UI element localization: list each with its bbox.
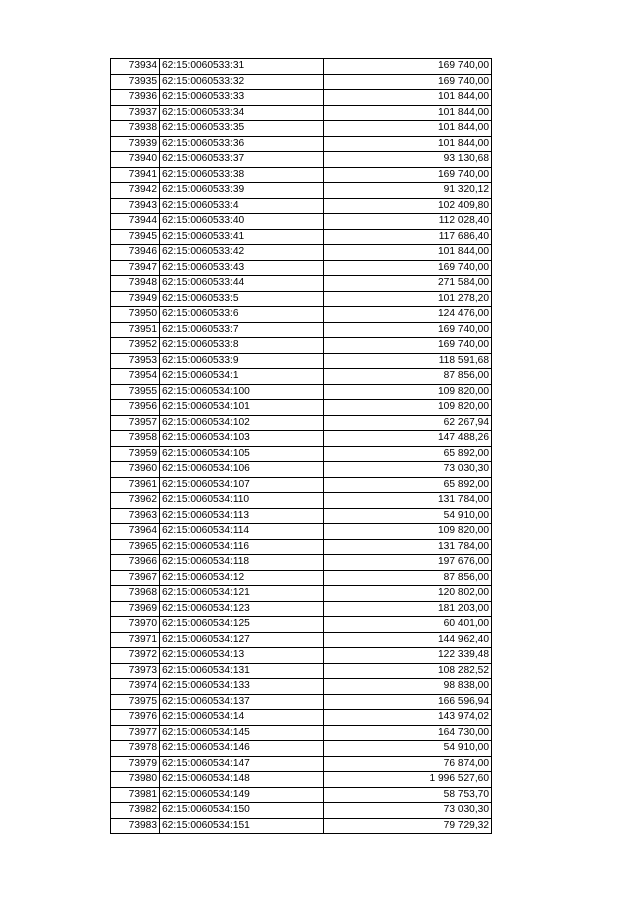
cadastral-number: 62:15:0060533:37: [160, 152, 324, 168]
row-number: 73979: [111, 756, 160, 772]
row-number: 73935: [111, 74, 160, 90]
cadastral-value: 120 802,00: [324, 586, 492, 602]
table-row: [111, 632, 492, 648]
row-number: 73968: [111, 586, 160, 602]
cadastral-value: 1 996 527,60: [324, 772, 492, 788]
table-row: [111, 524, 492, 540]
cadastral-number: 62:15:0060533:35: [160, 121, 324, 137]
table-row: [111, 477, 492, 493]
table-row: [111, 741, 492, 757]
cadastral-value: 54 910,00: [324, 741, 492, 757]
table-row: [111, 803, 492, 819]
cadastral-number: 62:15:0060533:42: [160, 245, 324, 261]
cadastral-value: 169 740,00: [324, 338, 492, 354]
cadastral-value: 147 488,26: [324, 431, 492, 447]
cadastral-number: 62:15:0060534:14: [160, 710, 324, 726]
cadastral-value: 87 856,00: [324, 570, 492, 586]
row-number: 73946: [111, 245, 160, 261]
cadastral-value: 108 282,52: [324, 663, 492, 679]
row-number: 73976: [111, 710, 160, 726]
cadastral-value: 101 844,00: [324, 121, 492, 137]
table-row: [111, 756, 492, 772]
cadastral-number: 62:15:0060533:4: [160, 198, 324, 214]
cadastral-number: 62:15:0060534:106: [160, 462, 324, 478]
cadastral-number: 62:15:0060534:100: [160, 384, 324, 400]
cadastral-number: 62:15:0060534:121: [160, 586, 324, 602]
row-number: 73939: [111, 136, 160, 152]
cadastral-value: 118 591,68: [324, 353, 492, 369]
cadastral-value: 65 892,00: [324, 446, 492, 462]
row-number: 73972: [111, 648, 160, 664]
cadastral-value: 109 820,00: [324, 400, 492, 416]
row-number: 73955: [111, 384, 160, 400]
cadastral-number: 62:15:0060534:118: [160, 555, 324, 571]
row-number: 73953: [111, 353, 160, 369]
table-row: [111, 648, 492, 664]
table-row: [111, 353, 492, 369]
row-number: 73940: [111, 152, 160, 168]
table-row: [111, 710, 492, 726]
cadastral-number: 62:15:0060533:38: [160, 167, 324, 183]
cadastral-number: 62:15:0060534:102: [160, 415, 324, 431]
cadastral-value: 271 584,00: [324, 276, 492, 292]
row-number: 73950: [111, 307, 160, 323]
cadastral-number: 62:15:0060533:6: [160, 307, 324, 323]
row-number: 73965: [111, 539, 160, 555]
cadastral-number: 62:15:0060533:7: [160, 322, 324, 338]
cadastral-number: 62:15:0060534:125: [160, 617, 324, 633]
cadastral-number: 62:15:0060534:13: [160, 648, 324, 664]
row-number: 73975: [111, 694, 160, 710]
row-number: 73970: [111, 617, 160, 633]
cadastral-value: 54 910,00: [324, 508, 492, 524]
row-number: 73964: [111, 524, 160, 540]
row-number: 73973: [111, 663, 160, 679]
table-row: [111, 617, 492, 633]
cadastral-number: 62:15:0060534:114: [160, 524, 324, 540]
table-row: [111, 725, 492, 741]
cadastral-value: 76 874,00: [324, 756, 492, 772]
row-number: 73967: [111, 570, 160, 586]
cadastral-value: 98 838,00: [324, 679, 492, 695]
row-number: 73978: [111, 741, 160, 757]
table-row: [111, 245, 492, 261]
cadastral-value: 144 962,40: [324, 632, 492, 648]
table-row: [111, 431, 492, 447]
table-row: [111, 307, 492, 323]
table-row: [111, 229, 492, 245]
cadastral-number: 62:15:0060534:146: [160, 741, 324, 757]
table-row: [111, 694, 492, 710]
cadastral-number: 62:15:0060533:40: [160, 214, 324, 230]
row-number: 73945: [111, 229, 160, 245]
cadastral-number: 62:15:0060534:127: [160, 632, 324, 648]
table-row: [111, 787, 492, 803]
table-row: [111, 601, 492, 617]
cadastral-number: 62:15:0060533:32: [160, 74, 324, 90]
row-number: 73981: [111, 787, 160, 803]
cadastral-number: 62:15:0060534:101: [160, 400, 324, 416]
row-number: 73947: [111, 260, 160, 276]
cadastral-number: 62:15:0060534:123: [160, 601, 324, 617]
cadastral-value: 73 030,30: [324, 803, 492, 819]
row-number: 73971: [111, 632, 160, 648]
cadastral-number: 62:15:0060534:137: [160, 694, 324, 710]
row-number: 73956: [111, 400, 160, 416]
cadastral-number: 62:15:0060534:149: [160, 787, 324, 803]
cadastral-value: 91 320,12: [324, 183, 492, 199]
cadastral-value: 60 401,00: [324, 617, 492, 633]
table-row: [111, 772, 492, 788]
table-row: [111, 586, 492, 602]
cadastral-number: 62:15:0060534:110: [160, 493, 324, 509]
row-number: 73980: [111, 772, 160, 788]
cadastral-value: 169 740,00: [324, 322, 492, 338]
row-number: 73974: [111, 679, 160, 695]
cadastral-number: 62:15:0060533:5: [160, 291, 324, 307]
table-row: [111, 183, 492, 199]
row-number: 73969: [111, 601, 160, 617]
table-row: [111, 105, 492, 121]
table-row: [111, 369, 492, 385]
cadastral-value: 169 740,00: [324, 74, 492, 90]
cadastral-number: 62:15:0060533:31: [160, 59, 324, 75]
cadastral-value: 93 130,68: [324, 152, 492, 168]
table-row: [111, 462, 492, 478]
table-row: [111, 663, 492, 679]
table-row: [111, 167, 492, 183]
cadastral-value: 101 844,00: [324, 136, 492, 152]
row-number: 73977: [111, 725, 160, 741]
row-number: 73944: [111, 214, 160, 230]
cadastral-number: 62:15:0060534:116: [160, 539, 324, 555]
cadastral-value: 197 676,00: [324, 555, 492, 571]
table-row: [111, 90, 492, 106]
cadastral-value: 122 339,48: [324, 648, 492, 664]
table-row: [111, 539, 492, 555]
cadastral-value: 79 729,32: [324, 818, 492, 834]
table-body: [111, 59, 492, 834]
cadastral-number: 62:15:0060534:147: [160, 756, 324, 772]
row-number: 73963: [111, 508, 160, 524]
cadastral-number: 62:15:0060534:133: [160, 679, 324, 695]
row-number: 73943: [111, 198, 160, 214]
cadastral-number: 62:15:0060534:151: [160, 818, 324, 834]
cadastral-value: 131 784,00: [324, 493, 492, 509]
cadastral-value: 101 278,20: [324, 291, 492, 307]
cadastral-value: 87 856,00: [324, 369, 492, 385]
row-number: 73937: [111, 105, 160, 121]
cadastral-value: 169 740,00: [324, 260, 492, 276]
cadastral-value: 112 028,40: [324, 214, 492, 230]
cadastral-number: 62:15:0060534:150: [160, 803, 324, 819]
cadastral-value: 65 892,00: [324, 477, 492, 493]
row-number: 73954: [111, 369, 160, 385]
cadastral-number: 62:15:0060533:8: [160, 338, 324, 354]
table-row: [111, 260, 492, 276]
cadastral-number: 62:15:0060534:113: [160, 508, 324, 524]
row-number: 73966: [111, 555, 160, 571]
cadastral-value: 102 409,80: [324, 198, 492, 214]
table-row: [111, 679, 492, 695]
row-number: 73934: [111, 59, 160, 75]
row-number: 73961: [111, 477, 160, 493]
cadastral-value-table: [110, 58, 492, 834]
table-row: [111, 121, 492, 137]
table-row: [111, 415, 492, 431]
row-number: 73936: [111, 90, 160, 106]
cadastral-value: 58 753,70: [324, 787, 492, 803]
row-number: 73982: [111, 803, 160, 819]
cadastral-value: 109 820,00: [324, 384, 492, 400]
cadastral-number: 62:15:0060534:105: [160, 446, 324, 462]
cadastral-number: 62:15:0060533:34: [160, 105, 324, 121]
row-number: 73959: [111, 446, 160, 462]
row-number: 73948: [111, 276, 160, 292]
table-row: [111, 555, 492, 571]
cadastral-number: 62:15:0060534:103: [160, 431, 324, 447]
table-row: [111, 322, 492, 338]
cadastral-number: 62:15:0060534:148: [160, 772, 324, 788]
row-number: 73941: [111, 167, 160, 183]
table-row: [111, 152, 492, 168]
row-number: 73952: [111, 338, 160, 354]
cadastral-value: 143 974,02: [324, 710, 492, 726]
cadastral-value: 109 820,00: [324, 524, 492, 540]
row-number: 73949: [111, 291, 160, 307]
cadastral-number: 62:15:0060534:145: [160, 725, 324, 741]
row-number: 73942: [111, 183, 160, 199]
cadastral-value: 164 730,00: [324, 725, 492, 741]
row-number: 73983: [111, 818, 160, 834]
cadastral-value: 181 203,00: [324, 601, 492, 617]
cadastral-number: 62:15:0060534:107: [160, 477, 324, 493]
row-number: 73957: [111, 415, 160, 431]
table-row: [111, 214, 492, 230]
table-row: [111, 818, 492, 834]
cadastral-value: 124 476,00: [324, 307, 492, 323]
cadastral-value: 117 686,40: [324, 229, 492, 245]
cadastral-number: 62:15:0060534:12: [160, 570, 324, 586]
cadastral-number: 62:15:0060534:1: [160, 369, 324, 385]
table-row: [111, 493, 492, 509]
cadastral-value: 101 844,00: [324, 245, 492, 261]
table-row: [111, 400, 492, 416]
cadastral-number: 62:15:0060534:131: [160, 663, 324, 679]
table-row: [111, 384, 492, 400]
cadastral-value: 101 844,00: [324, 90, 492, 106]
cadastral-value: 131 784,00: [324, 539, 492, 555]
row-number: 73938: [111, 121, 160, 137]
table-row: [111, 136, 492, 152]
table-row: [111, 570, 492, 586]
table-row: [111, 59, 492, 75]
cadastral-value: 101 844,00: [324, 105, 492, 121]
cadastral-number: 62:15:0060533:9: [160, 353, 324, 369]
cadastral-number: 62:15:0060533:36: [160, 136, 324, 152]
cadastral-value: 169 740,00: [324, 167, 492, 183]
cadastral-number: 62:15:0060533:33: [160, 90, 324, 106]
cadastral-number: 62:15:0060533:41: [160, 229, 324, 245]
row-number: 73951: [111, 322, 160, 338]
cadastral-number: 62:15:0060533:44: [160, 276, 324, 292]
table-row: [111, 291, 492, 307]
row-number: 73962: [111, 493, 160, 509]
cadastral-number: 62:15:0060533:43: [160, 260, 324, 276]
row-number: 73960: [111, 462, 160, 478]
table-row: [111, 508, 492, 524]
row-number: 73958: [111, 431, 160, 447]
table-row: [111, 198, 492, 214]
table-row: [111, 446, 492, 462]
cadastral-value: 73 030,30: [324, 462, 492, 478]
table-row: [111, 74, 492, 90]
cadastral-value: 62 267,94: [324, 415, 492, 431]
table-row: [111, 338, 492, 354]
table-row: [111, 276, 492, 292]
cadastral-value: 169 740,00: [324, 59, 492, 75]
cadastral-value: 166 596,94: [324, 694, 492, 710]
cadastral-number: 62:15:0060533:39: [160, 183, 324, 199]
